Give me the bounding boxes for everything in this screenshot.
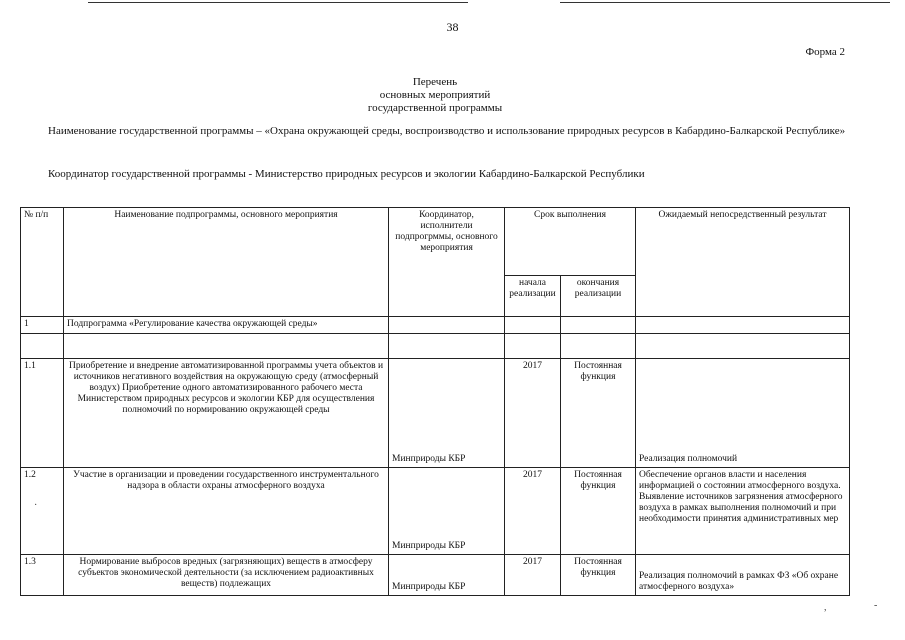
- row-num: 1.2: [21, 468, 64, 555]
- header-result: Ожидаемый непосредственный результат: [636, 208, 850, 317]
- row-start: 2017: [505, 468, 561, 555]
- spacer-cell: [561, 334, 636, 359]
- row-end: Постоянная функция: [561, 359, 636, 468]
- scan-speck: -: [874, 600, 878, 611]
- table-row: [21, 317, 850, 334]
- row-coordinator: Минприроды КБР: [392, 454, 466, 464]
- spacer-cell: [389, 334, 505, 359]
- row-coordinator-cell: [389, 359, 505, 468]
- header-coordinator: Координатор, исполнители подпрогрммы, основного мероприятия: [389, 208, 505, 317]
- row-num: 1.1: [21, 359, 64, 468]
- row-result: Реализация полномочий в рамках ФЗ «Об охране атмосферного воздуха»: [639, 571, 839, 592]
- scan-speck: ,: [824, 602, 827, 613]
- row-result: [636, 317, 850, 334]
- top-border-line-right: [560, 2, 890, 3]
- measures-table: [20, 207, 850, 596]
- row-num: 1.3: [21, 555, 64, 596]
- page-number: 38: [446, 20, 459, 34]
- header-name: Наименование подпрограммы, основного мероприятия: [64, 208, 389, 317]
- heading-line: Перечень: [412, 76, 458, 88]
- table-row: [21, 359, 850, 468]
- table-row: [21, 555, 850, 596]
- heading-line: государственной программы: [367, 102, 503, 114]
- form-label: Форма 2: [805, 46, 845, 58]
- row-result: Реализация полномочий: [639, 454, 738, 464]
- header-term: Срок выполнения: [505, 208, 636, 276]
- table-row: [21, 468, 850, 555]
- row-num: 1: [21, 317, 64, 334]
- scan-speck: ·: [34, 500, 38, 511]
- row-coordinator: Минприроды КБР: [392, 582, 466, 592]
- row-end: Постоянная функция: [561, 555, 636, 596]
- top-border-line: [88, 2, 468, 3]
- spacer-cell: [21, 334, 64, 359]
- spacer-cell: [64, 334, 389, 359]
- row-result-cell: [636, 359, 850, 468]
- row-end: [561, 317, 636, 334]
- program-name: Наименование государственной программы – «Охрана окружающей среды, воспроизводство и использование природных ресурсов в Кабардино-Балкарской Республике»: [48, 125, 846, 137]
- row-result-cell: [636, 555, 850, 596]
- heading-line: основных мероприятий: [379, 89, 491, 101]
- table-spacer-row: [21, 334, 850, 359]
- row-end: Постоянная функция: [561, 468, 636, 555]
- row-coordinator-cell: [389, 468, 505, 555]
- row-start: 2017: [505, 555, 561, 596]
- document-heading: [0, 76, 870, 115]
- row-name: Приобретение и внедрение автоматизированной программы учета объектов и источников негативного воздействия на окружающую среду (атмосферный воздух) Приобретение одного автоматизированного рабочего места Министерством природных ресурсов и экологии КБР для осуществления полномочий по нормированию окружающей среды: [64, 359, 389, 468]
- header-end: окончания реализации: [561, 276, 636, 317]
- row-start: 2017: [505, 359, 561, 468]
- program-coordinator: Координатор государственной программы - Министерство природных ресурсов и экологии Кабардино-Балкарской Республики: [48, 168, 645, 180]
- row-name: Участие в организации и проведении государственного инструментального надзора в области охраны атмосферного воздуха: [64, 468, 389, 555]
- header-start: начала реализации: [505, 276, 561, 317]
- row-result: Обеспечение органов власти и населения информацией о состоянии атмосферного воздуха. Выявление источников загрязнения атмосферного воздуха в рамках выполнения полномочий и при необходимости принятия административных мер: [636, 468, 850, 555]
- table-header-row: [21, 208, 850, 276]
- spacer-cell: [636, 334, 850, 359]
- row-name: Нормирование выбросов вредных (загрязняющих) веществ в атмосферу субъектов экономической деятельности (за исключением радиоактивных веществ) подлежащих: [64, 555, 389, 596]
- row-coordinator: Минприроды КБР: [392, 541, 466, 551]
- row-coordinator-cell: [389, 555, 505, 596]
- row-coordinator: [389, 317, 505, 334]
- header-num: № п/п: [21, 208, 64, 317]
- row-name: Подпрограмма «Регулирование качества окружающей среды»: [64, 317, 389, 334]
- row-start: [505, 317, 561, 334]
- spacer-cell: [505, 334, 561, 359]
